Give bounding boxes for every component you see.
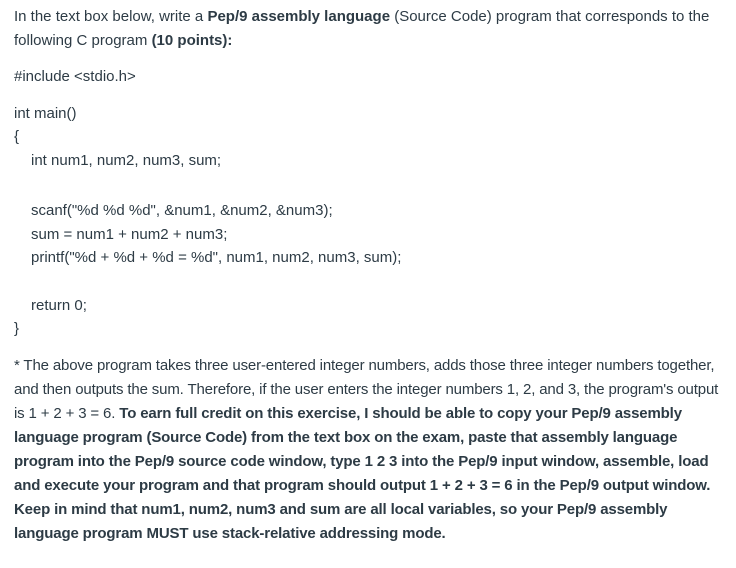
intro-bold-points: (10 points): — [151, 32, 233, 49]
code-main-signature: int main() — [14, 105, 77, 122]
code-include: #include <stdio.h> — [14, 68, 136, 85]
intro-middle: (Source Code) program that corresponds to the following C program — [14, 8, 710, 49]
code-open-brace: { — [14, 128, 20, 145]
intro-prefix: In the text box below, write a — [14, 8, 208, 25]
note-plain: * The above program takes three user-entered integer numbers, adds those three integer numbers together, and then outputs the sum. Therefore, if the user enters the integer numbers 1, 2, and 3, the program's output is 1 + 2 + 3 = 6. — [14, 357, 719, 422]
code-printf: printf("%d + %d + %d = %d", num1, num2, num3, sum); — [31, 249, 402, 266]
code-scanf: scanf("%d %d %d", &num1, &num2, &num3); — [31, 202, 333, 219]
code-close-brace: } — [14, 320, 20, 337]
code-declaration: int num1, num2, num3, sum; — [31, 152, 222, 169]
code-return: return 0; — [31, 297, 87, 314]
program-note — [14, 354, 730, 546]
question-intro — [14, 5, 730, 53]
intro-bold-language: Pep/9 assembly language — [207, 8, 391, 25]
code-sum: sum = num1 + num2 + num3; — [31, 226, 228, 243]
note-bold-requirements: To earn full credit on this exercise, I should be able to copy your Pep/9 assembly language program (Source Code) from the text box on the exam, paste that assembly language program into the Pep/9 source code window, type 1 2 3 into the Pep/9 input window, assemble, load and execute your program and that program should output 1 + 2 + 3 = 6 in the Pep/9 output window. Keep in mind that num1, num2, num3 and sum are all local variables, so your Pep/9 assembly language program MUST use stack-relative addressing mode. — [14, 405, 711, 542]
